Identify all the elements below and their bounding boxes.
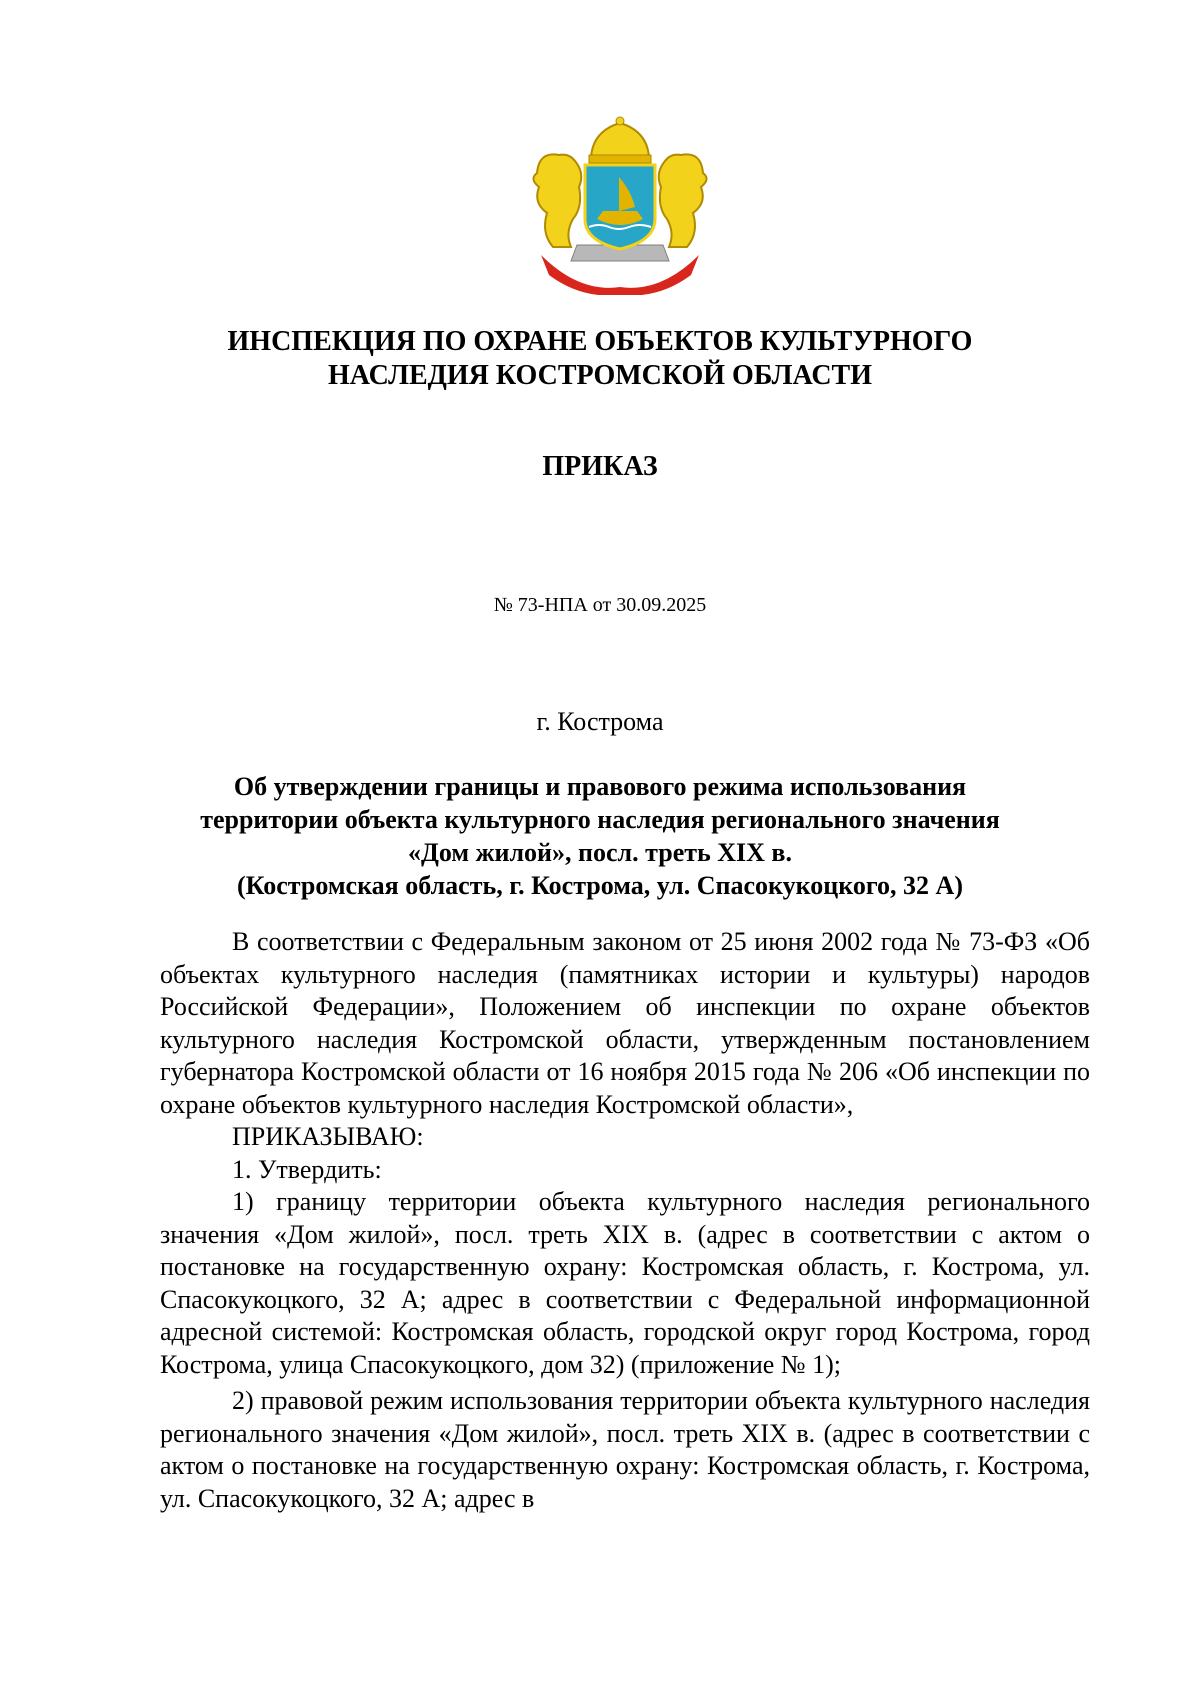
document-city: г. Кострома	[536, 707, 664, 736]
document-title	[0, 770, 1200, 902]
item-1: 1. Утвердить:	[232, 1154, 382, 1184]
agency-name-line-2: НАСЛЕДИЯ КОСТРОМСКОЙ ОБЛАСТИ	[327, 360, 873, 391]
preamble-paragraph: В соответствии с Федеральным законом от 25 июня 2002 года № 73-ФЗ «Об объектах культурного наследия (памятниках истории и культуры) народов Российской Федерации», Положением об инспекции по охране объектов культурного наследия Костромской области, утвержденным постановлением губернатора Костромской области от 16 ноября 2015 года № 206 «Об инспекции по охране объектов культурного наследия Костромской области»,	[160, 927, 1090, 1119]
document-body	[160, 926, 1090, 1515]
coat-of-arms-icon	[519, 115, 721, 295]
left-lion-icon	[533, 154, 581, 247]
title-line-4: (Костромская область, г. Кострома, ул. Спасокукоцкого, 32 А)	[237, 871, 963, 900]
right-lion-icon	[659, 154, 707, 247]
document-type: ПРИКАЗ	[542, 451, 658, 482]
crown-band-icon	[589, 155, 651, 163]
sub-item-2: 2) правовой режим использования территории объекта культурного наследия регионального значения «Дом жилой», посл. треть XIX в. (адрес в соответствии с актом о постановке на государственную охрану: Костромская область, г. Кострома, ул. Спасокукоцкого, 32 А; адрес в	[160, 1386, 1090, 1513]
title-line-3: «Дом жилой», посл. треть XIX в.	[408, 838, 792, 867]
title-line-2: территории объекта культурного наследия регионального значения	[200, 805, 1000, 834]
crown-orb-icon	[616, 117, 624, 125]
agency-name	[0, 325, 1200, 393]
title-line-1: Об утверждении границы и правового режима использования	[233, 772, 967, 801]
sub-item-1: 1) границу территории объекта культурного наследия регионального значения «Дом жилой», посл. треть XIX в. (адрес в соответствии с актом о постановке на государственную охрану: Костромская область, г. Кострома, ул. Спасокукоцкого, 32 А; адрес в соответствии с Федеральной информационной адресной системой: Костромская область, городской округ город Кострома, город Кострома, улица Спасокукоцкого, дом 32) (приложение № 1);	[160, 1187, 1090, 1379]
crown-icon	[591, 123, 649, 157]
document-number: № 73-НПА от 30.09.2025	[493, 594, 707, 616]
agency-name-line-1: ИНСПЕКЦИЯ ПО ОХРАНЕ ОБЪЕКТОВ КУЛЬТУРНОГО	[227, 326, 973, 357]
order-word: ПРИКАЗЫВАЮ:	[232, 1122, 424, 1151]
